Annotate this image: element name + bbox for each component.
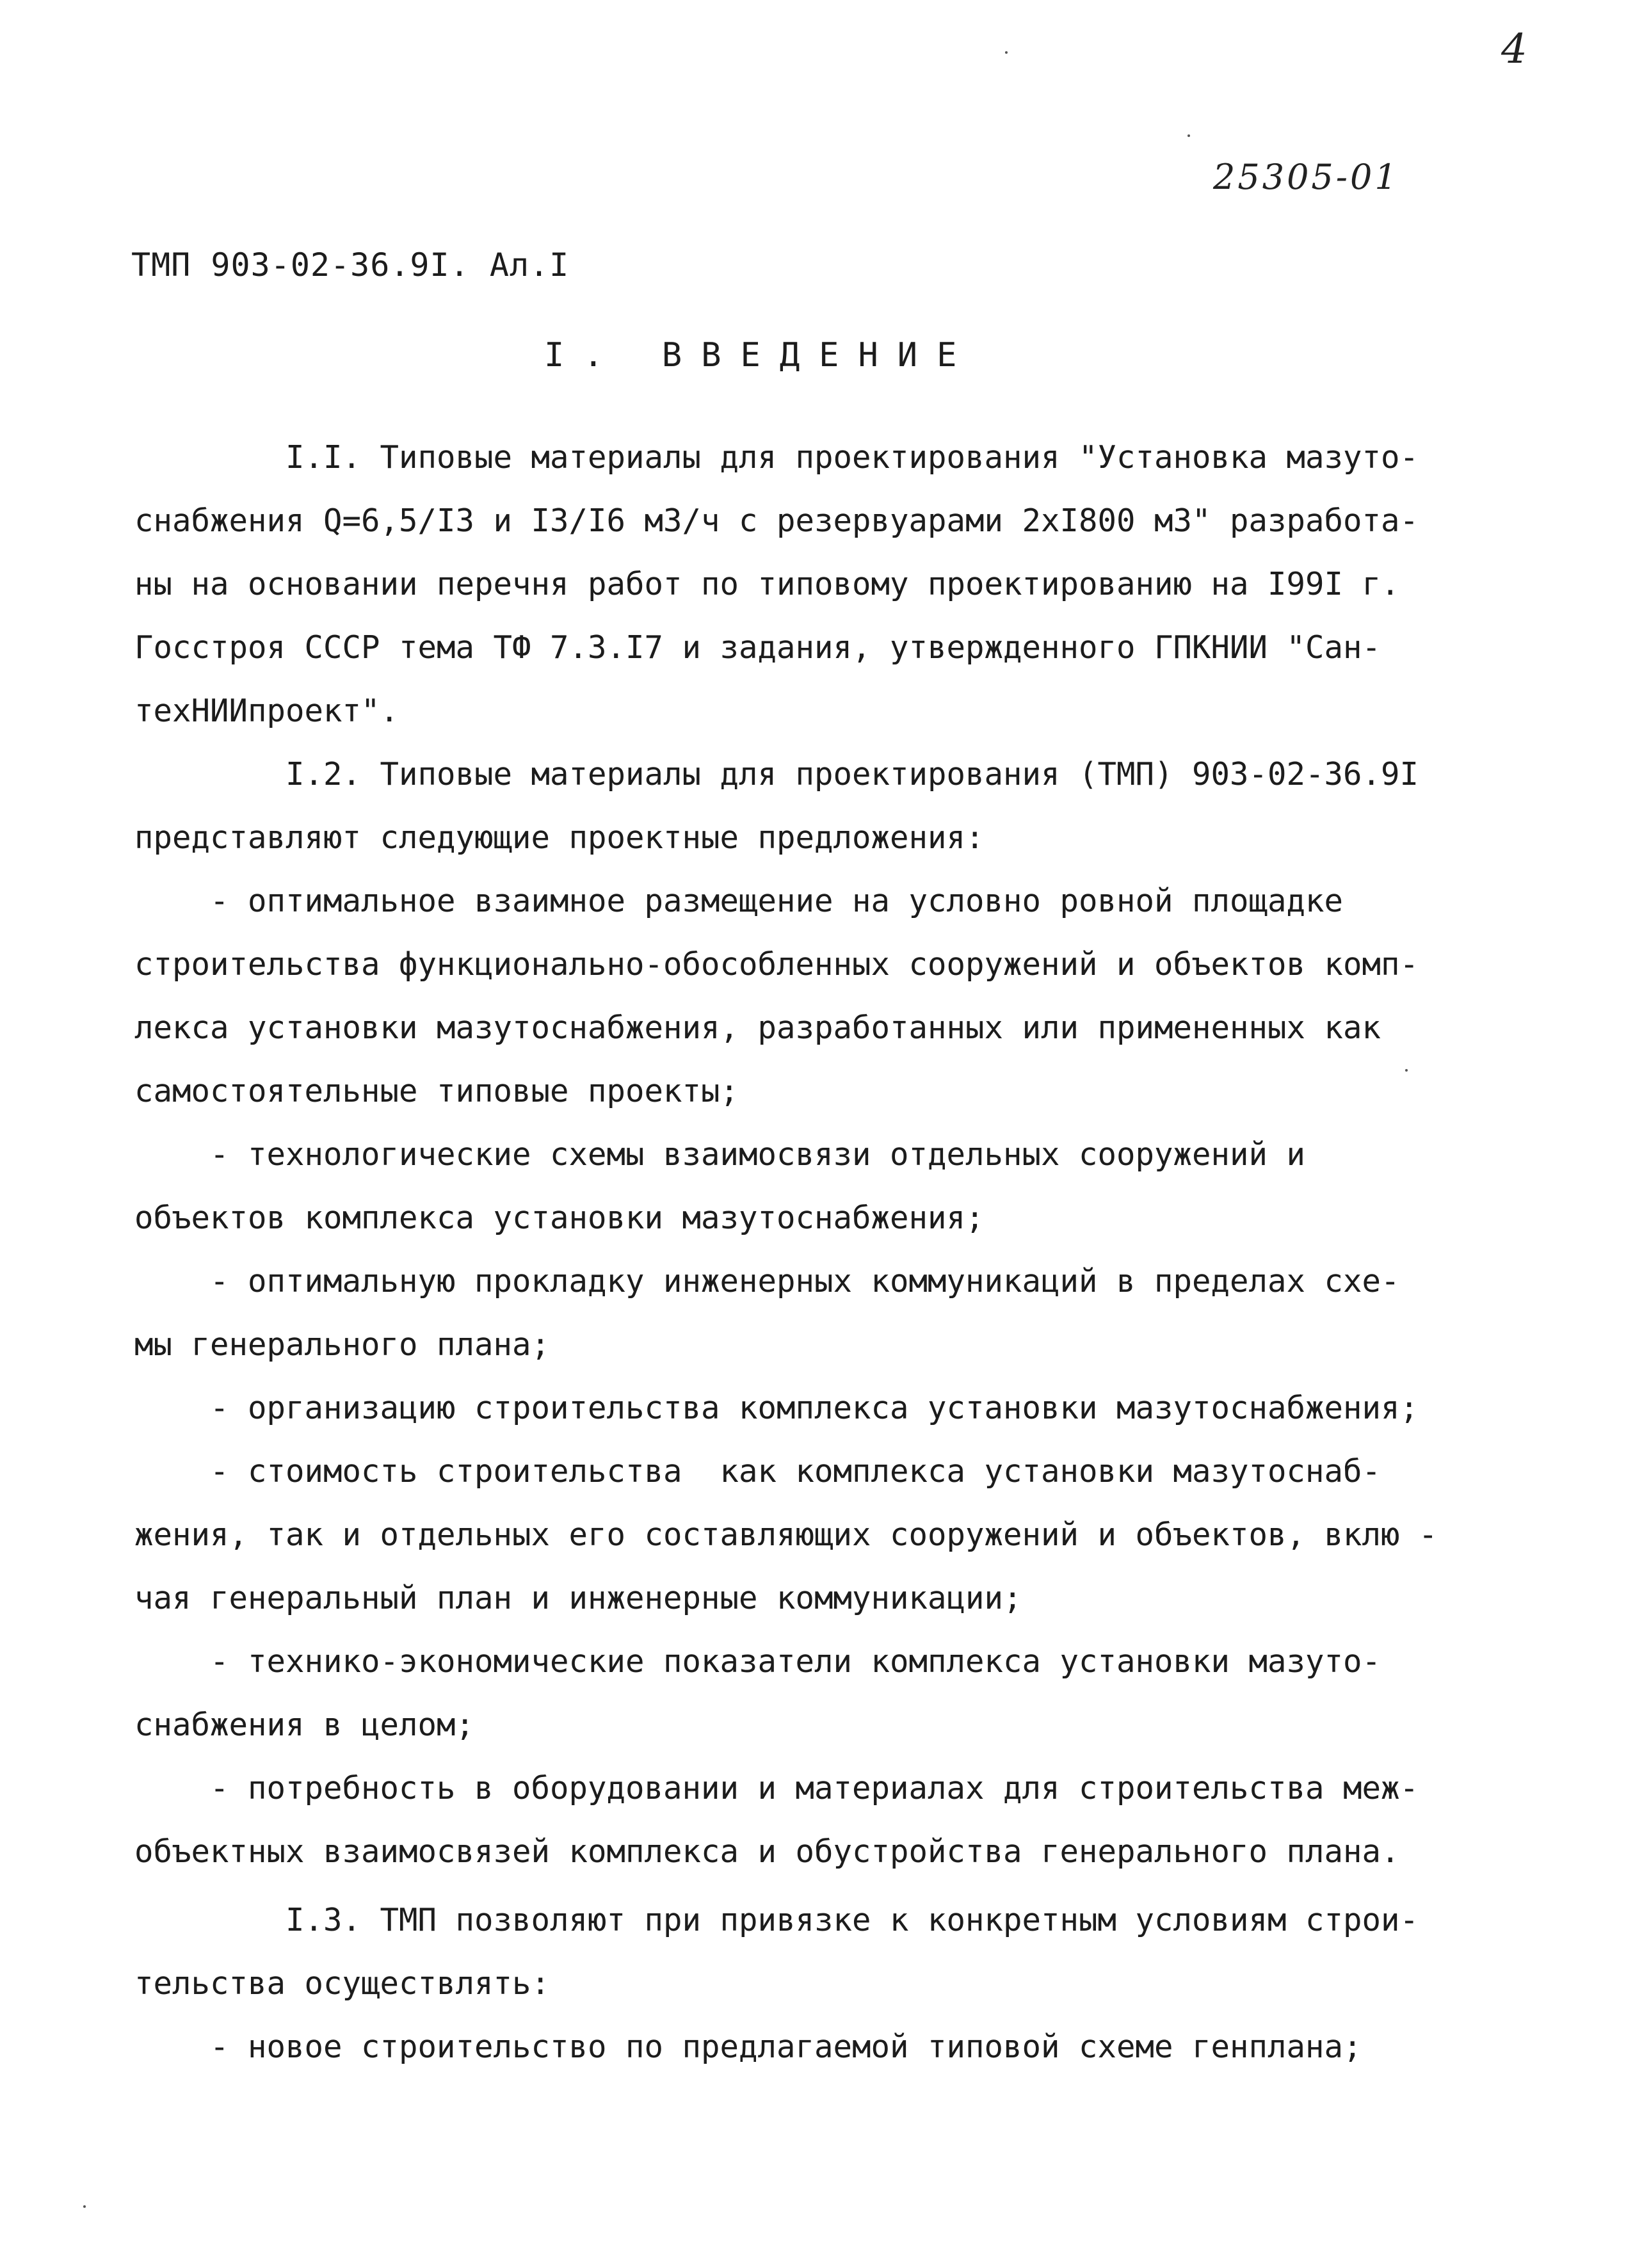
text-line: - оптимальное взаимное размещение на условно ровной площадке: [134, 883, 1344, 919]
text-line: - оптимальную прокладку инженерных коммуникаций в пределах схе-: [134, 1263, 1400, 1299]
text-line: снабжения в целом;: [134, 1707, 475, 1743]
text-line: I.3. ТМП позволяют при привязке к конкретным условиям строи-: [134, 1902, 1419, 1938]
text-line: I.I. Типовые материалы для проектирования "Установка мазуто-: [134, 439, 1419, 476]
text-line: жения, так и отдельных его составляющих сооружений и объектов, вклю -: [134, 1516, 1438, 1553]
text-line: - технологические схемы взаимосвязи отдельных сооружений и: [134, 1136, 1306, 1173]
scan-speck: [83, 2205, 86, 2208]
text-line: строительства функционально-обособленных сооружений и объектов комп-: [134, 946, 1419, 983]
text-line: техНИИпроект".: [134, 693, 399, 729]
text-line: - новое строительство по предлагаемой типовой схеме генплана;: [134, 2029, 1362, 2065]
text-line: лекса установки мазутоснабжения, разработанных или примененных как: [134, 1009, 1381, 1046]
body-text: [134, 426, 1492, 2079]
section-title: I. ВВЕДЕНИЕ: [544, 336, 976, 374]
scan-speck: [1187, 134, 1190, 137]
text-line: тельства осуществлять:: [134, 1965, 551, 2002]
handwritten-reference-number: 25305-01: [1213, 157, 1399, 197]
text-line: - организацию строительства комплекса установки мазутоснабжения;: [134, 1390, 1419, 1426]
text-line: объектных взаимосвязей комплекса и обустройства генерального плана.: [134, 1833, 1400, 1870]
text-line: представляют следующие проектные предложения:: [134, 819, 985, 856]
text-line: - стоимость строительства как комплекса установки мазутоснаб-: [134, 1453, 1381, 1490]
handwritten-page-number: 4: [1501, 26, 1527, 73]
text-line: I.2. Типовые материалы для проектирования (ТМП) 903-02-36.9I: [134, 756, 1419, 792]
scan-speck: [1005, 51, 1008, 54]
text-line: ны на основании перечня работ по типовому проектированию на I99I г.: [134, 566, 1400, 602]
scan-speck: [1405, 1069, 1408, 1072]
text-line: самостоятельные типовые проекты;: [134, 1073, 739, 1109]
document-code: ТМП 903-02-36.9I. Ал.I: [131, 246, 570, 284]
text-line: Госстроя СССР тема ТФ 7.3.I7 и задания, утвержденного ГПКНИИ "Сан-: [134, 629, 1381, 666]
text-line: - потребность в оборудовании и материалах для строительства меж-: [134, 1770, 1419, 1806]
text-line: снабжения Q=6,5/I3 и I3/I6 м3/ч с резервуарами 2хI800 м3" разработа-: [134, 503, 1419, 539]
text-line: чая генеральный план и инженерные коммуникации;: [134, 1580, 1022, 1616]
text-line: мы генерального плана;: [134, 1326, 551, 1363]
text-line: объектов комплекса установки мазутоснабжения;: [134, 1200, 985, 1236]
text-line: - технико-экономические показатели комплекса установки мазуто-: [134, 1643, 1381, 1680]
